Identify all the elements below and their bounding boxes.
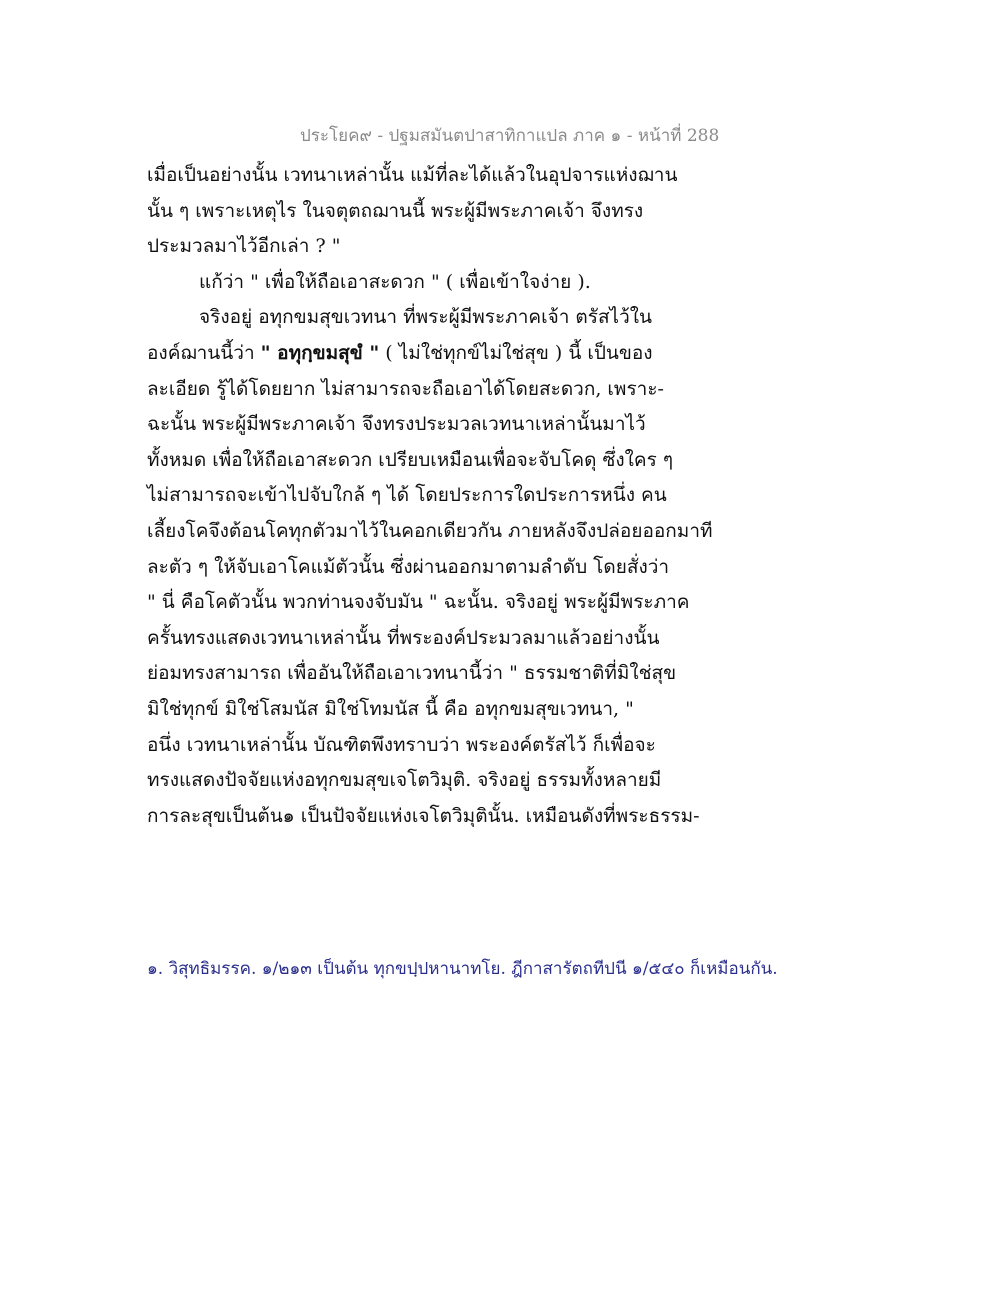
text-line: นั้น ๆ เพราะเหตุไร ในจตุตถฌานนี้ พระผู้มีพระภาคเจ้า จึงทรง [147, 199, 644, 222]
text-line: ละเอียด รู้ได้โดยยาก ไม่สามารถจะถือเอาได้โดยสะดวก, เพราะ- [147, 377, 664, 400]
text-line: เลี้ยงโคจึงต้อนโคทุกตัวมาไว้ในคอกเดียวกัน ภายหลังจึงปล่อยออกมาที [147, 519, 713, 542]
text-line: ฉะนั้น พระผู้มีพระภาคเจ้า จึงทรงประมวลเวทนาเหล่านั้นมาไว้ [147, 413, 646, 436]
text-line-indented: แก้ว่า " เพื่อให้ถือเอาสะดวก " ( เพื่อเข้าใจง่าย ). [199, 270, 591, 293]
pali-term-bold: " อทุกฺขมสุขํ " [260, 341, 380, 364]
text-segment: ( ไม่ใช่ทุกข์ไม่ใช่สุข ) นี้ เป็นของ [379, 341, 653, 364]
text-line: อนึ่ง เวทนาเหล่านั้น บัณฑิตพึงทราบว่า พระองค์ตรัสไว้ ก็เพื่อจะ [147, 733, 656, 756]
text-line: มิใช่ทุกข์ มิใช่โสมนัส มิใช่โทมนัส นี้ คือ อทุกขมสุขเวทนา, " [147, 697, 634, 720]
footnote: ๑. วิสุทธิมรรค. ๑/๒๑๓ เป็นต้น ทุกขปฺปหานาทโย. ฎีกาสารัตถทีปนี ๑/๕๔๐ ก็เหมือนกัน. [147, 959, 778, 979]
text-line: การละสุขเป็นต้น๑ เป็นปัจจัยแห่งเจโตวิมุตินั้น. เหมือนดังที่พระธรรม- [147, 804, 700, 827]
text-line: ละตัว ๆ ให้จับเอาโคแม้ตัวนั้น ซึ่งผ่านออกมาตามลำดับ โดยสั่งว่า [147, 555, 670, 578]
body-text [147, 158, 847, 834]
text-line: ทั้งหมด เพื่อให้ถือเอาสะดวก เปรียบเหมือนเพื่อจะจับโคดุ ซึ่งใคร ๆ [147, 448, 674, 471]
text-line: ประมวลมาไว้อีกเล่า ? " [147, 235, 341, 258]
text-segment: องค์ฌานนี้ว่า [147, 341, 261, 364]
text-line: ไม่สามารถจะเข้าไปจับใกล้ ๆ ได้ โดยประการใดประการหนึ่ง คน [147, 484, 667, 507]
text-line: ครั้นทรงแสดงเวทนาเหล่านั้น ที่พระองค์ประมวลมาแล้วอย่างนั้น [147, 626, 660, 649]
text-line: " นี่ คือโคตัวนั้น พวกท่านจงจับมัน " ฉะนั้น. จริงอยู่ พระผู้มีพระภาค [147, 591, 690, 614]
text-line: ทรงแสดงปัจจัยแห่งอทุกขมสุขเจโตวิมุติ. จริงอยู่ ธรรมทั้งหลายมี [147, 769, 662, 792]
text-line: เมื่อเป็นอย่างนั้น เวทนาเหล่านั้น แม้ที่ละได้แล้วในอุปจารแห่งฌาน [147, 164, 678, 186]
page-header: ประโยค๙ - ปฐมสมันตปาสาทิกาแปล ภาค ๑ - หน้าที่ 288 [300, 126, 720, 146]
text-line [147, 336, 847, 372]
text-line-indented: จริงอยู่ อทุกขมสุขเวทนา ที่พระผู้มีพระภาคเจ้า ตรัสไว้ใน [199, 306, 653, 329]
text-line: ย่อมทรงสามารถ เพื่ออันให้ถือเอาเวทนานี้ว่า " ธรรมชาติที่มิใช่สุข [147, 662, 677, 685]
